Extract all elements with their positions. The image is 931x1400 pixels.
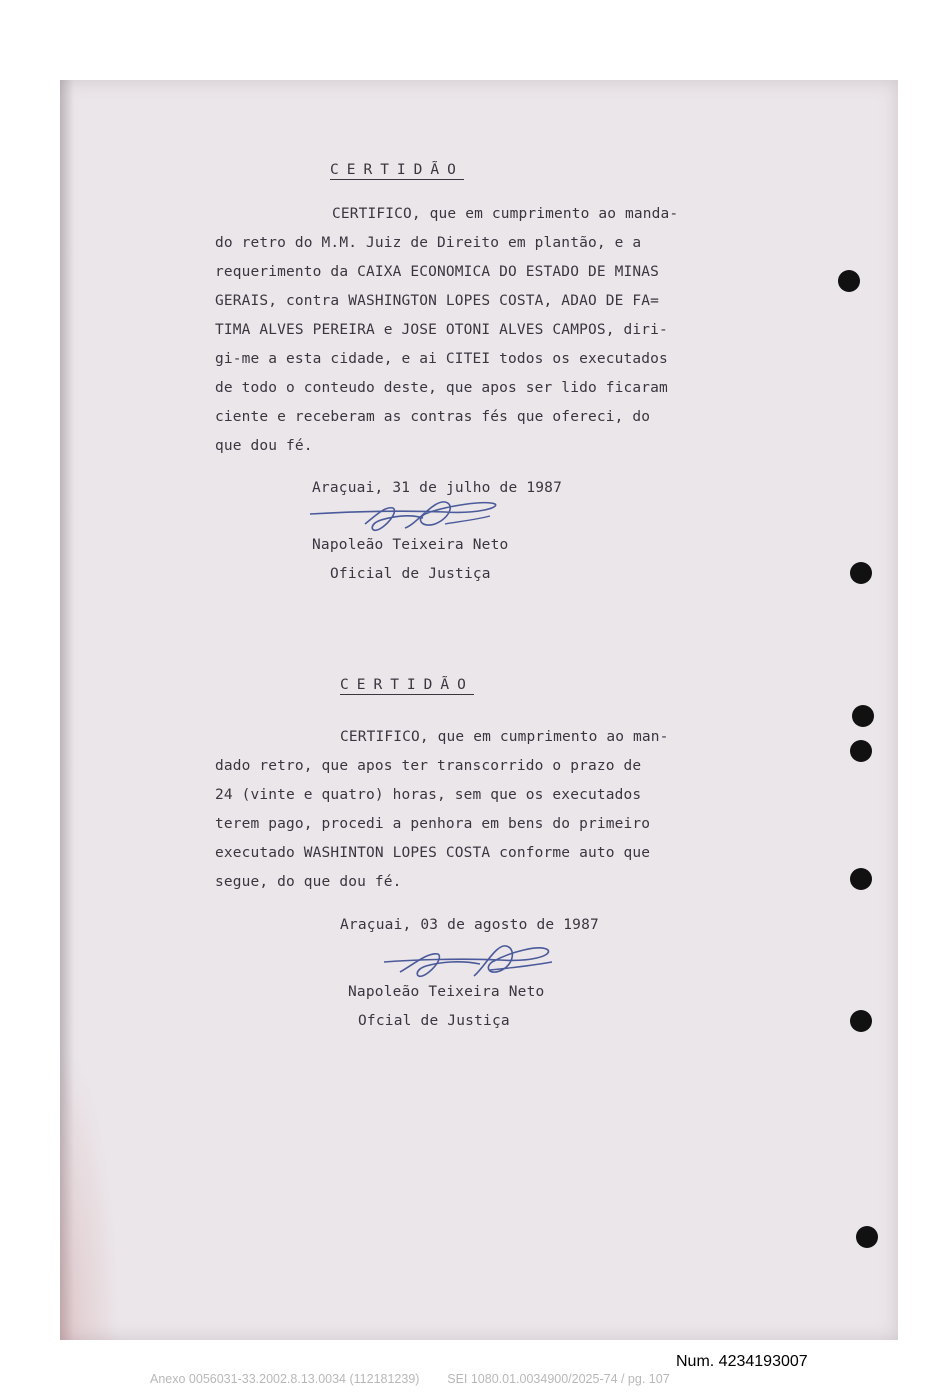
signature-2: [380, 938, 560, 988]
certidao-2-date: Araçuai, 03 de agosto de 1987: [340, 917, 599, 933]
punch-hole: [838, 270, 860, 292]
body-line: segue, do que dou fé.: [215, 874, 402, 890]
body-line: executado WASHINTON LOPES COSTA conforme auto que: [215, 845, 651, 861]
body-line: 24 (vinte e quatro) horas, sem que os executados: [215, 787, 642, 803]
page-stain: [60, 1040, 120, 1340]
body-line: dado retro, que apos ter transcorrido o prazo de: [215, 758, 642, 774]
body-line: TIMA ALVES PEREIRA e JOSE OTONI ALVES CAMPOS, diri-: [215, 322, 668, 338]
punch-hole: [850, 740, 872, 762]
body-line: do retro do M.M. Juiz de Direito em plantão, e a: [215, 235, 642, 251]
certidao-2-signer-role: Ofcial de Justiça: [358, 1013, 510, 1029]
document-number: Num. 4234193007: [676, 1353, 808, 1370]
certidao-1-body: [215, 200, 678, 461]
punch-hole: [852, 705, 874, 727]
body-line: CERTIFICO, que em cumprimento ao man-: [340, 729, 669, 745]
punch-hole: [856, 1226, 878, 1248]
body-line: gi-me a esta cidade, e ai CITEI todos os executados: [215, 351, 668, 367]
body-line: GERAIS, contra WASHINGTON LOPES COSTA, ADAO DE FA=: [215, 293, 659, 309]
body-line: de todo o conteudo deste, que apos ser lido ficaram: [215, 380, 668, 396]
punch-hole: [850, 1010, 872, 1032]
certidao-1-signer-role: Oficial de Justiça: [330, 566, 491, 582]
certidao-1-date: Araçuai, 31 de julho de 1987: [312, 480, 563, 496]
certidao-1-signer-name: Napoleão Teixeira Neto: [312, 537, 509, 553]
certidao-1-title: CERTIDÃO: [330, 162, 464, 178]
certidao-2-signer-name: Napoleão Teixeira Neto: [348, 984, 545, 1000]
body-line: terem pago, procedi a penhora em bens do primeiro: [215, 816, 651, 832]
punch-hole: [850, 868, 872, 890]
certidao-2-title: CERTIDÃO: [340, 677, 474, 693]
body-line: requerimento da CAIXA ECONOMICA DO ESTADO DE MINAS: [215, 264, 659, 280]
document-reference: Anexo 0056031-33.2002.8.13.0034 (112181239) SEI 1080.01.0034900/2025-74 / pg. 107: [150, 1372, 670, 1386]
body-line: que dou fé.: [215, 438, 313, 454]
body-line: ciente e receberam as contras fés que ofereci, do: [215, 409, 651, 425]
body-line: CERTIFICO, que em cumprimento ao manda-: [332, 206, 679, 222]
punch-hole: [850, 562, 872, 584]
certidao-2-body: [215, 723, 669, 897]
